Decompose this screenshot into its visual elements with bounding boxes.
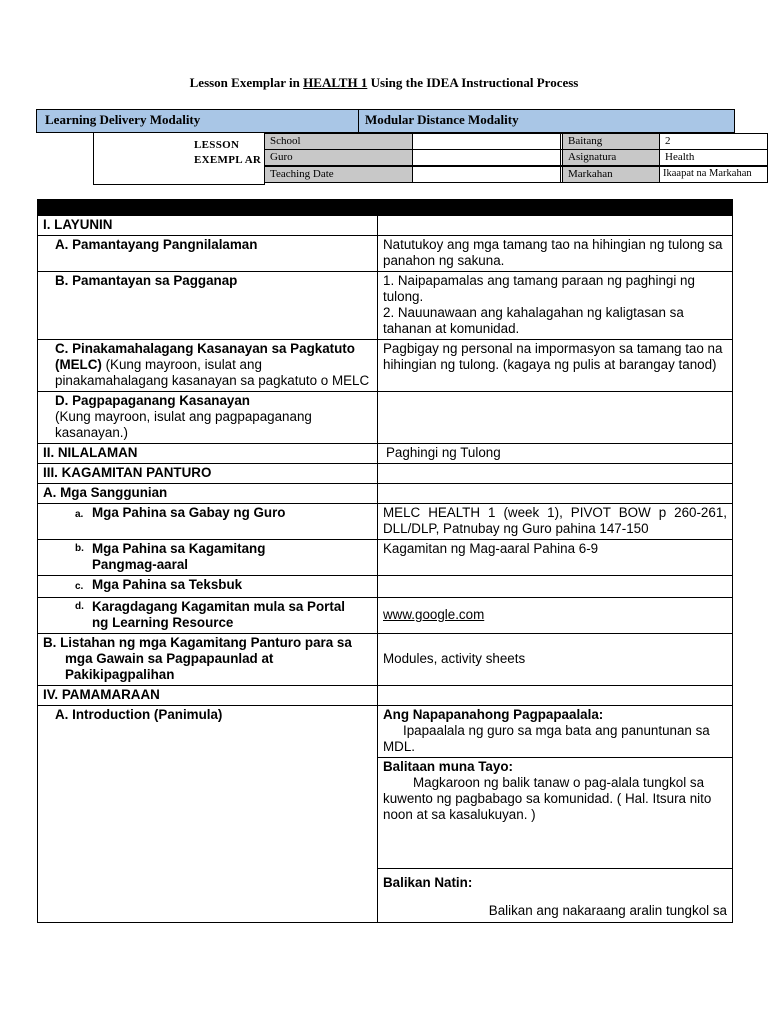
teksbuk-value [378,576,733,598]
kagamitang-pangmag-aaral-label: b. Mga Pahina sa Kagamitang Pangmag-aaral [38,540,378,576]
table-row [38,236,733,272]
table-row [38,464,733,484]
gabay-ng-guro-label: a. Mga Pahina sa Gabay ng Guro [38,504,378,540]
teaching-date-value[interactable] [412,166,561,183]
table-row [38,392,733,444]
modality-value: Modular Distance Modality [365,112,519,127]
pamantayang-pangnilalaman-label: A. Pamantayang Pangnilalaman [38,236,378,272]
table-row [38,484,733,504]
item-letter-b: b. [75,543,84,554]
lesson-exemplar-box [93,133,265,185]
title-suffix: Using the IDEA Instructional Process [367,75,579,90]
melc-label [38,340,378,392]
table-row [38,444,733,464]
pagpapaganang-label-note: (Kung mayroon, isulat ang pagpapaganang kasanayan.) [55,409,312,440]
table-header-bar [38,200,733,216]
pamantayang-pangnilalaman-value: Natutukoy ang mga tamang tao na hihingian ng tulong sa panahon ng sakuna. [378,236,733,272]
teaching-date-label: Teaching Date [264,166,413,183]
melc-label-bold: C. Pinakamahalagang Kasanayan sa Pagkatuto (MELC) [55,341,355,372]
paalala-text: Ipapaalala ng guro sa mga bata ang panuntunan sa MDL. [383,723,710,754]
kagamitang-pangmag-aaral-value: Kagamitan ng Mag-aaral Pahina 6-9 [378,540,733,576]
baitang-label: Baitang [562,133,660,150]
pamantayan-sa-pagganap-label: B. Pamantayan sa Pagganap [38,272,378,340]
layunin-heading: I. LAYUNIN [38,216,378,236]
document-title [0,75,768,91]
lesson-exemplar-label: LESSON EXEMPL AR [194,139,262,166]
lesson-plan-table [37,199,733,923]
title-subject: HEALTH 1 [303,75,368,90]
mga-sanggunian-heading: A. Mga Sanggunian [38,484,378,504]
balikan-title: Balikan Natin: [383,875,473,890]
pagpapaganang-label-bold: D. Pagpapaganang Kasanayan [55,393,250,408]
item-letter-a: a. [75,509,84,520]
pagpapaganang-kasanayan-label [38,392,378,444]
table-row [38,598,733,634]
melc-label-note: (Kung mayroon, isulat ang pinakamahalagang kasanayan sa pagkatuto o MELC [55,357,370,388]
modality-label: Learning Delivery Modality [37,110,359,132]
nilalaman-value: Paghingi ng Tulong [378,444,733,464]
paalala-title: Ang Napapanahong Pagpapaalala: [383,707,604,722]
baitang-value: 2 [659,133,768,150]
nilalaman-heading: II. NILALAMAN [38,444,378,464]
paalala-cell [378,706,733,758]
learning-resource-label: d. Karagdagang Kagamitan mula sa Portal ng Learning Resource [38,598,378,634]
school-label: School [264,133,413,150]
asignatura-value: Health [659,149,768,166]
markahan-value: Ikaapat na Markahan [659,166,768,183]
table-row [38,272,733,340]
balikan-text: Balikan ang nakaraang aralin tungkol sa [488,903,727,918]
pagpapaganang-kasanayan-value [378,392,733,444]
table-row [38,540,733,576]
pagganap-item-2: 2. Nauunawaan ang kahalagahan ng kaligtasan sa tahanan at komunidad. [383,305,684,336]
kagamitan-panturo-heading: III. KAGAMITAN PANTURO [38,464,378,484]
table-row [38,216,733,236]
introduction-label: A. Introduction (Panimula) [38,706,378,923]
learning-resource-link[interactable]: www.google.com [378,598,733,634]
guro-value[interactable] [412,149,561,166]
listahan-value: Modules, activity sheets [378,634,733,686]
table-row [38,634,733,686]
table-row [38,686,733,706]
gabay-ng-guro-value: MELC HEALTH 1 (week 1), PIVOT BOW p 260-261, DLL/DLP, Patnubay ng Guro pahina 147-150 [378,504,733,540]
balitaan-text: Magkaroon ng balik tanaw o pag-alala tungkol sa kuwento ng pagbabago sa komunidad. ( Hal. Itsura nito noon at sa kasalukuyan. ) [383,775,712,822]
pagganap-item-1: 1. Naipapamalas ang tamang paraan ng paghingi ng tulong. [383,273,695,304]
pamantayan-sa-pagganap-value [378,272,733,340]
balikan-cell [378,869,733,923]
school-value[interactable] [412,133,561,150]
pamamaraan-heading: IV. PAMAMARAAN [38,686,378,706]
lesson-info-block [93,133,768,185]
asignatura-label: Asignatura [562,149,660,166]
table-row [38,706,733,758]
melc-value: Pagbigay ng personal na impormasyon sa tamang tao na hihingian ng tulong. (kagaya ng pulis at barangay tanod) [378,340,733,392]
balitaan-cell [378,758,733,869]
balitaan-title: Balitaan muna Tayo: [383,759,513,774]
markahan-label: Markahan [562,166,660,183]
guro-label: Guro [264,149,413,166]
teksbuk-label: c. Mga Pahina sa Teksbuk [38,576,378,598]
table-row [38,576,733,598]
item-letter-d: d. [75,601,84,612]
title-prefix: Lesson Exemplar in [189,75,304,90]
listahan-label: B. Listahan ng mga Kagamitang Panturo para sa mga Gawain sa Pagpapaunlad at Pakikipagpalihan [38,634,378,686]
modality-bar [36,109,735,133]
table-row [38,504,733,540]
table-row [38,340,733,392]
item-letter-c: c. [75,581,84,592]
